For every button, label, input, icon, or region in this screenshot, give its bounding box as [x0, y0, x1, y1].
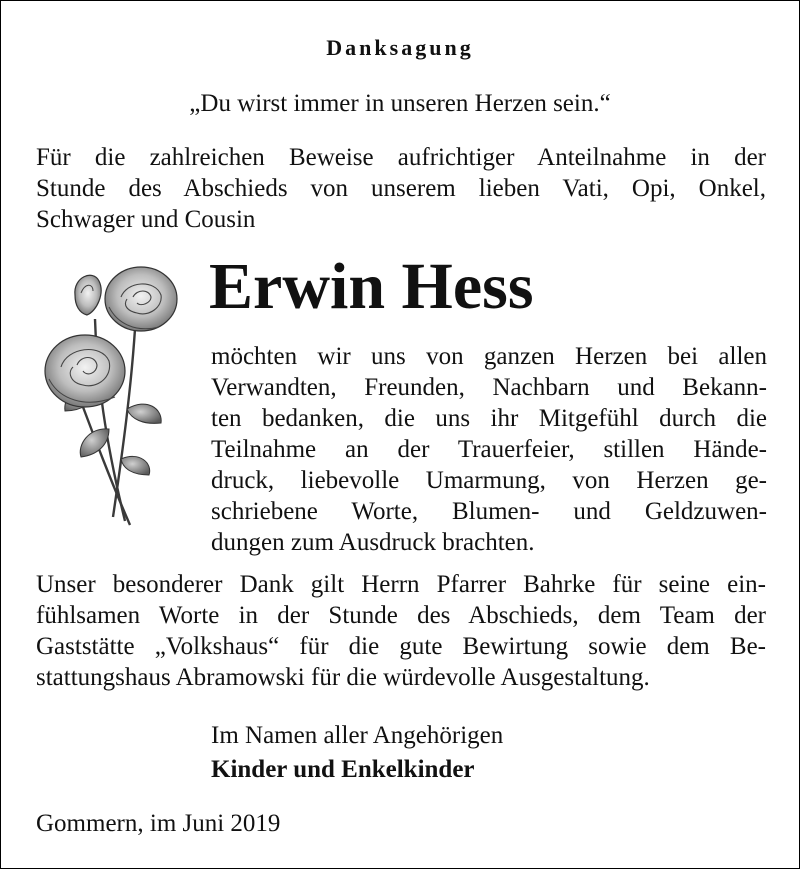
text-line: möchten wir uns von ganzen Herzen bei allen — [211, 343, 767, 370]
text-line: Teilnahme an der Trauerfeier, stillen Hände- — [211, 436, 767, 463]
intro-paragraph — [36, 142, 766, 235]
text-line: Gaststätte „Volkshaus“ für die gute Bewirtung sowie dem Be- — [36, 633, 766, 660]
text-line: Verwandten, Freunden, Nachbarn und Bekann- — [211, 374, 767, 401]
text-line: druck, liebevolle Umarmung, von Herzen ge- — [211, 467, 767, 494]
text-line: Stunde des Abschieds von unserem lieben Vati, Opi, Onkel, — [36, 175, 766, 202]
special-thanks-paragraph — [36, 569, 766, 693]
memorial-quote: „Du wirst immer in unseren Herzen sein.“ — [189, 90, 611, 117]
place-date: Gommern, im Juni 2019 — [36, 810, 281, 837]
signature-names: Kinder und Enkelkinder — [211, 756, 475, 783]
thanks-paragraph — [211, 341, 767, 558]
notice-heading: Danksagung — [326, 35, 474, 60]
text-line: fühlsamen Worte in der Stunde des Abschieds, dem Team der — [36, 602, 766, 629]
text-line: Schwager und Cousin — [36, 206, 256, 233]
text-line: dungen zum Ausdruck brachten. — [211, 529, 535, 556]
roses-icon — [35, 259, 185, 527]
deceased-name: Erwin Hess — [209, 250, 534, 323]
text-line: ten bedanken, die uns ihr Mitgefühl durch die — [211, 405, 767, 432]
signature-intro: Im Namen aller Angehörigen — [211, 722, 504, 749]
text-line: schriebene Worte, Blumen- und Geldzuwen- — [211, 498, 767, 525]
text-line: Für die zahlreichen Beweise aufrichtiger Anteilnahme in der — [36, 144, 766, 171]
text-line: stattungshaus Abramowski für die würdevolle Ausgestaltung. — [36, 664, 650, 691]
text-line: Unser besonderer Dank gilt Herrn Pfarrer Bahrke für seine ein- — [36, 571, 766, 598]
